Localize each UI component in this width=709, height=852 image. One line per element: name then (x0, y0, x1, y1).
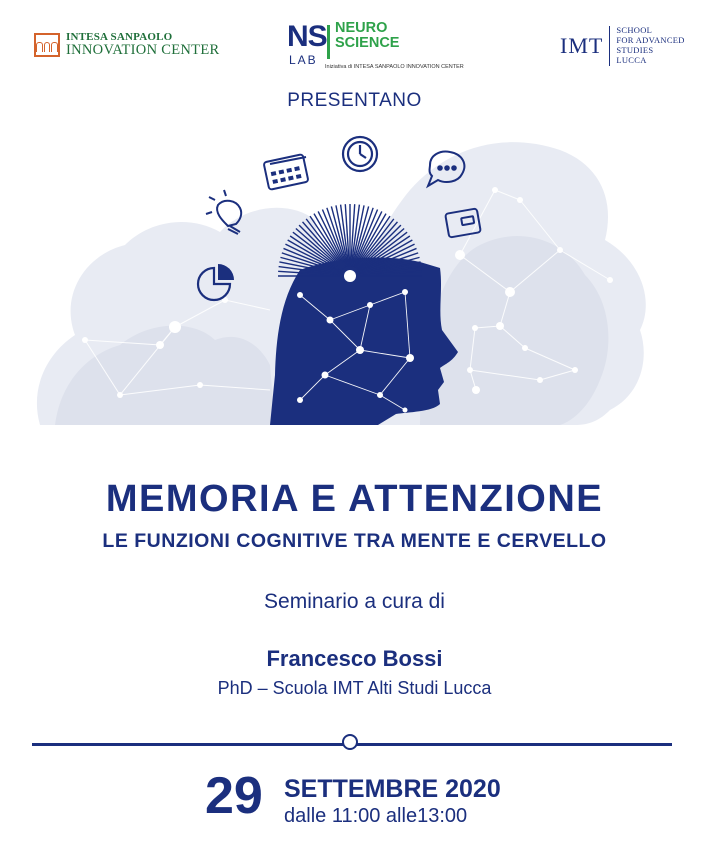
intesa-logo-text (66, 32, 219, 58)
central-glow-node (344, 270, 356, 282)
hero-illustration (0, 118, 709, 428)
ns-logo-science: SCIENCE (335, 35, 400, 52)
ns-logo-neuro: NEURO (335, 20, 388, 36)
ns-logo-lab: LAB (289, 53, 318, 67)
ns-logo-bar (327, 25, 330, 59)
intesa-logo-line1: INTESA SANPAOLO (66, 31, 173, 44)
clock-icon (343, 137, 377, 171)
imt-logo-letters: IMT (560, 33, 604, 58)
ns-logo-wordmark (335, 21, 399, 51)
event-time: dalle 11:00 alle13:00 (284, 805, 468, 827)
ns-logo-tagline: Iniziativa di INTESA SANPAOLO INNOVATION CENTER (325, 64, 464, 70)
imt-logo-line3: STUDIES (616, 45, 654, 55)
neuroscience-lab-logo (285, 20, 464, 70)
imt-logo-separator (609, 26, 610, 66)
ns-logo-letters: NS (287, 20, 327, 53)
presentano-heading: PRESENTANO (287, 90, 422, 111)
speaker-name: Francesco Bossi (266, 646, 443, 671)
imt-logo-line4: LUCCA (616, 54, 647, 65)
event-subtitle: LE FUNZIONI COGNITIVE TRA MENTE E CERVELLO (102, 530, 607, 552)
imt-logo-line1: SCHOOL (616, 25, 653, 36)
imt-logo-text (616, 26, 684, 65)
imt-logo-line2: FOR ADVANCED (616, 35, 685, 46)
seminar-curated-by: Seminario a cura di (264, 590, 445, 613)
event-title: MEMORIA E ATTENZIONE (105, 478, 604, 520)
intesa-arches-icon (34, 33, 60, 57)
imt-logo (560, 24, 685, 68)
intesa-logo-line2: INNOVATION CENTER (66, 42, 220, 59)
event-day: 29 (205, 767, 263, 825)
event-month-year: SETTEMBRE 2020 (284, 775, 501, 803)
calendar-icon (264, 154, 309, 190)
intesa-sanpaolo-logo (34, 30, 219, 60)
divider-circle (342, 734, 358, 750)
speaker-affiliation: PhD – Scuola IMT Alti Studi Lucca (217, 678, 492, 698)
